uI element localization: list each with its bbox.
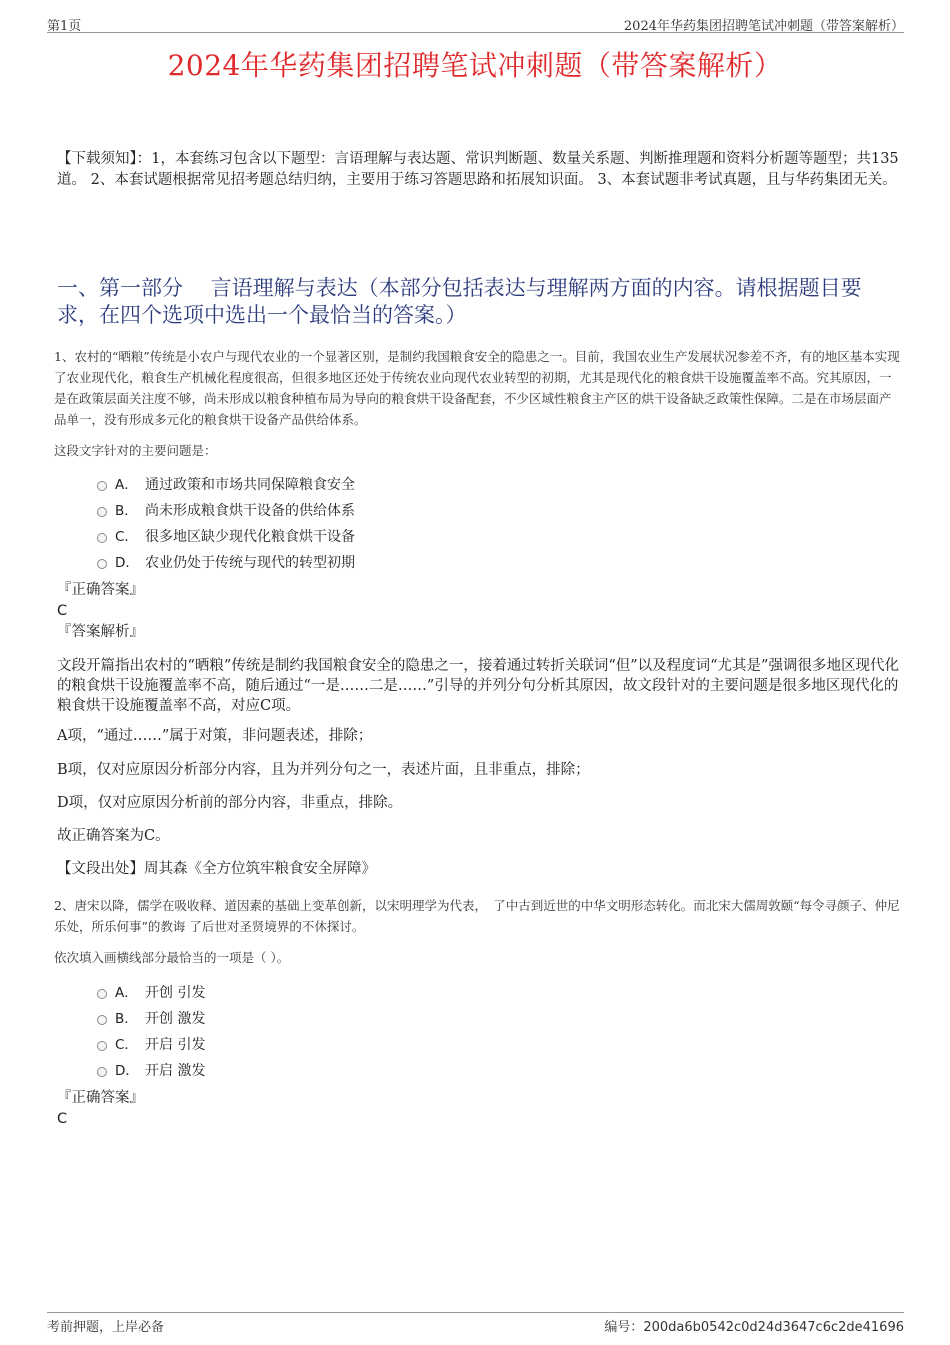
analysis-paragraph: 文段开篇指出农村的“晒粮”传统是制约我国粮食安全的隐患之一，接着通过转折关联词“但”以及程度词“尤其是”强调很多地区现代化的粮食烘干设施覆盖率不高，随后通过“一是……二是……”引导的并列分句分析其原因，故文段针对的主要问题是很多地区现代化的粮食烘干设施覆盖率不高，对应C项。 [57, 658, 899, 714]
question-2-text: 2、唐宋以降，儒学在吸收释、道因素的基础上变革创新，以宋明理学为代表， 了中古到近世的中华文明形态转化。而北宋大儒周敦颐“每令寻颜子、仲尼乐处，所乐何事”的教诲 了后世对圣贤境界的不休探讨。 [54, 898, 900, 934]
section-heading: 一、第一部分 言语理解与表达（本部分包括表达与理解两方面的内容。请根据题目要求，在四个选项中选出一个最恰当的答案。） [57, 276, 862, 327]
radio-icon[interactable] [97, 559, 107, 569]
radio-icon[interactable] [97, 507, 107, 517]
header-doc-title: 2024年华药集团招聘笔试冲刺题（带答案解析） [623, 19, 904, 34]
answer-value: C [57, 1111, 68, 1127]
radio-icon[interactable] [97, 481, 107, 491]
radio-icon[interactable] [97, 533, 107, 543]
radio-icon[interactable] [97, 1041, 107, 1051]
page-footer [47, 1312, 904, 1335]
analysis-option-d: D项，仅对应原因分析前的部分内容，非重点，排除。 [57, 795, 403, 811]
answer-value: C [57, 603, 68, 619]
question-1-text: 1、农村的“晒粮”传统是小农户与现代农业的一个显著区别，是制约我国粮食安全的隐患之一。目前，我国农业生产发展状况参差不齐，有的地区基本实现了农业现代化，粮食生产机械化程度很高，但很多地区还处于传统农业向现代农业转型的初期，尤其是现代化的粮食烘干设施覆盖率不高。究其原因，一是在政策层面关注度不够，尚未形成以粮食种植布局为导向的粮食烘干设备配套，不少区域性粮食主产区的烘干设备缺乏政策性保障。二是在市场层面产品单一，没有形成多元化的粮食烘干设备产品供给体系。 [54, 349, 900, 427]
page-header [47, 14, 904, 33]
analysis-label: 『答案解析』 [57, 624, 144, 640]
footer-slogan: 考前押题，上岸必备 [47, 1320, 165, 1335]
document-title: 2024年华药集团招聘笔试冲刺题（带答案解析） [167, 49, 783, 82]
radio-icon[interactable] [97, 1067, 107, 1077]
analysis-source: 【文段出处】周其森《全方位筑牢粮食安全屏障》 [57, 861, 376, 877]
question-2-prompt: 依次填入画横线部分最恰当的一项是（ ）。 [54, 950, 290, 965]
answer-label: 『正确答案』 [57, 1090, 144, 1106]
radio-icon[interactable] [97, 989, 107, 999]
download-notice: 【下载须知】：1，本套练习包含以下题型：言语理解与表达题、常识判断题、数量关系题、判断推理题和资料分析题等题型；共135道。 2、本套试题根据常见招考题总结归纳，主要用于练习答题思路和拓展知识面。 3、本套试题非考试真题，且与华药集团无关。 [57, 151, 899, 188]
analysis-option-a: A项，“通过……”属于对策，非问题表述，排除； [57, 728, 373, 744]
analysis-option-b: B项，仅对应原因分析部分内容，且为并列分句之一，表述片面，且非重点，排除； [57, 762, 590, 778]
answer-label: 『正确答案』 [57, 582, 144, 598]
question-1-prompt: 这段文字针对的主要问题是： [54, 443, 217, 458]
analysis-conclusion: 故正确答案为C。 [57, 828, 170, 844]
footer-code: 编号：200da6b0542c0d24d3647c6c2de41696 [604, 1320, 904, 1335]
page-number: 第1页 [47, 19, 82, 34]
radio-icon[interactable] [97, 1015, 107, 1025]
